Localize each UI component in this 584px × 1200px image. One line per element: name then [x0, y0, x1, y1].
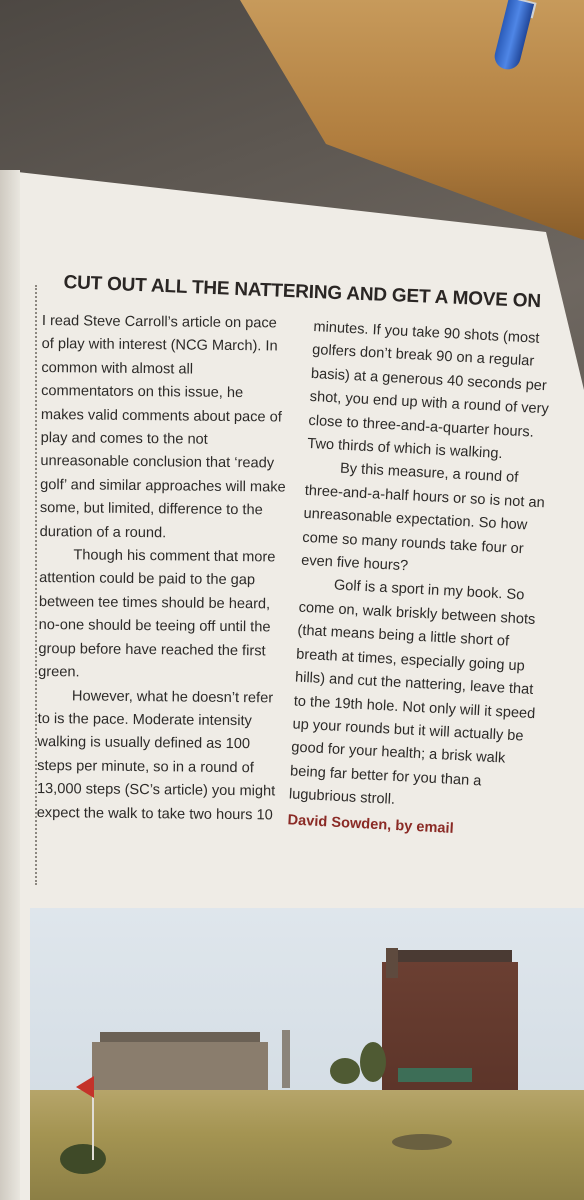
paragraph: Golf is a sport in my book. So come on, walk briskly between shots (that means being a little short of breath at times, especially going up hills) and cut the nattering, leave that to the 19th hole. Not only will it speed up your rounds but it will actually be good for your health; a brisk walk being far better for you than a lugubrious stroll.: [288, 577, 536, 809]
paragraph: minutes. If you take 90 shots (most golfers don’t break 90 on a regular basis) at a generous 40 seconds per shot, you end up with a round of very close to three-and-a-quarter hours. Two thirds of which is walking.: [306, 318, 550, 463]
article-column-right: [287, 316, 558, 845]
tree: [360, 1042, 386, 1082]
paragraph: However, what he doesn’t refer to is the pace. Moderate intensity walking is usually defined as 100 steps per minute, so in a round of 13,000 steps (SC’s article) you might expect the walk to take two hours 10: [36, 687, 276, 823]
tree: [330, 1058, 360, 1084]
golf-course-photo: [30, 908, 584, 1200]
hotel-tower: [386, 948, 398, 978]
paragraph: Though his comment that more attention could be paid to the gap between tee times should be heard, no-one should be teeing off until the group before have reached the first green.: [38, 547, 276, 681]
article-headline: CUT OUT ALL THE NATTERING AND GET A MOVE ON: [63, 272, 542, 313]
monument-obelisk: [282, 1030, 290, 1088]
gorse-bush: [60, 1144, 106, 1174]
bunker: [392, 1134, 452, 1150]
grandstand: [398, 1068, 472, 1082]
page-edge-shadow: [0, 170, 20, 1200]
paragraph: By this measure, a round of three-and-a-half hours or so is not an unreasonable expectation. So how come so many rounds take four or even five hours?: [300, 461, 546, 575]
fairway: [30, 1090, 584, 1200]
paragraph: I read Steve Carroll’s article on pace of play with interest (NCG March). In common with almost all commentators on this issue, he makes valid comments about pace of play and comes to the not unreasonable conclusion that ‘ready golf’ and similar approaches will make some, but limited, difference to the duration of a round.: [39, 312, 286, 541]
article-column-left: [37, 310, 288, 827]
author-signature: David Sowden, by email: [287, 811, 455, 837]
